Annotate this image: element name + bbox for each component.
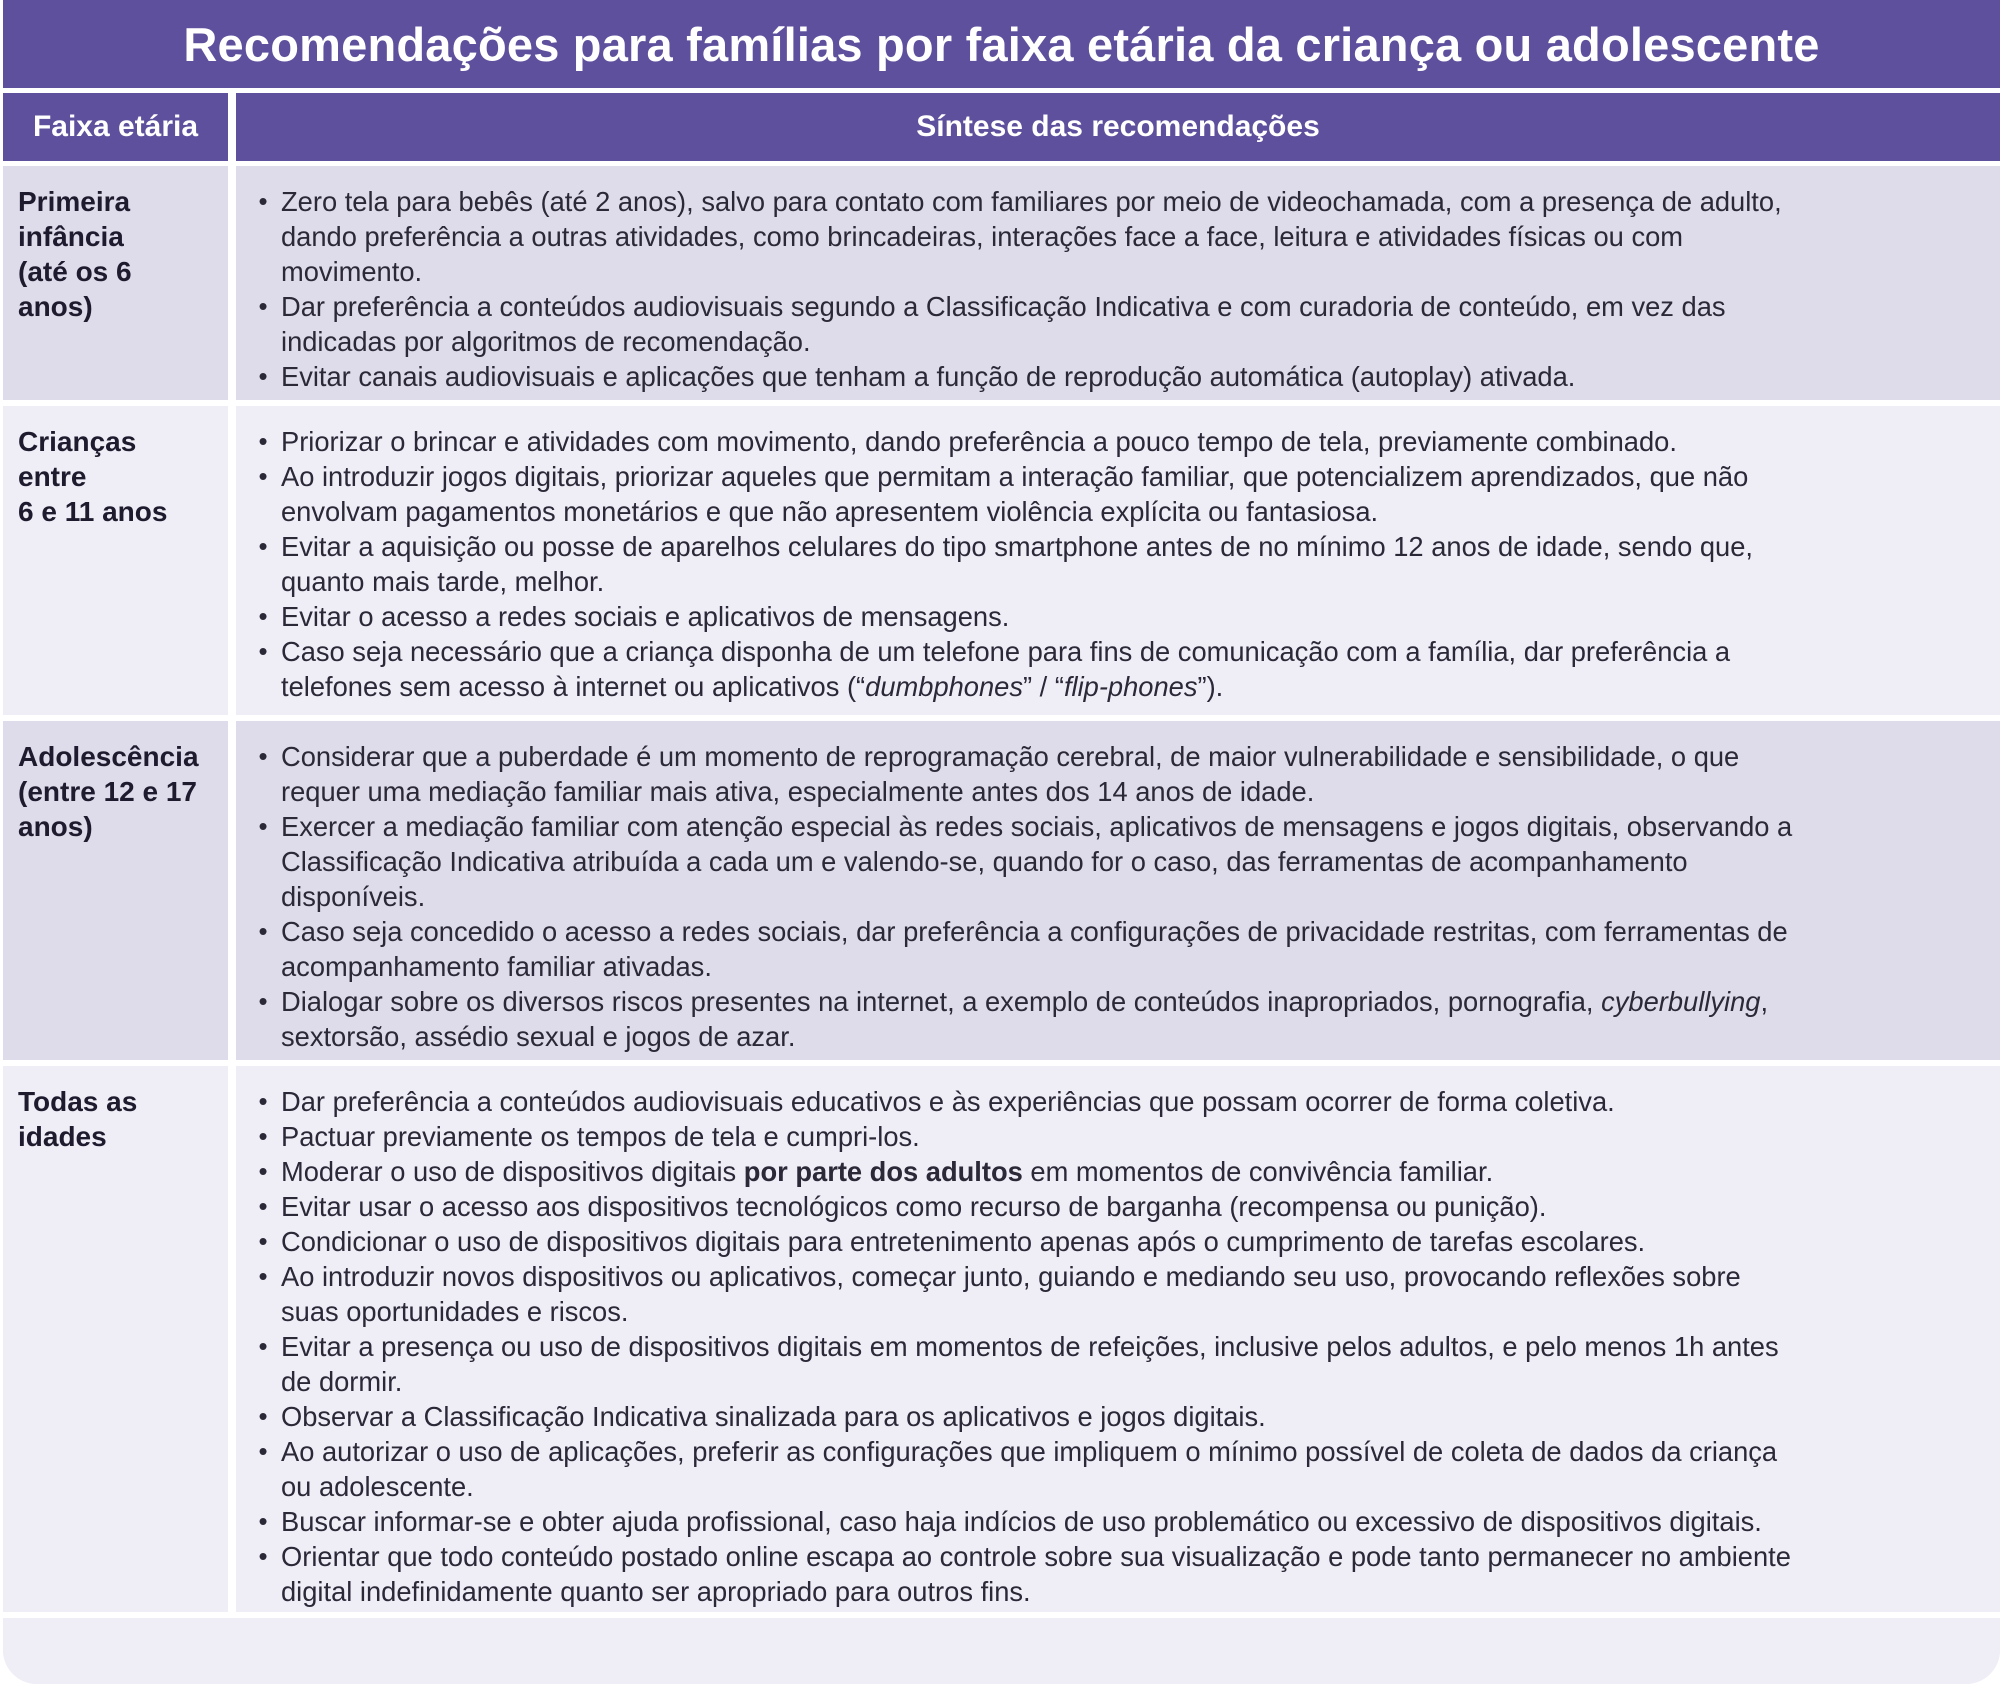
bullet-icon: •	[258, 1156, 268, 1186]
recommendation-text-line: de dormir.	[281, 1366, 403, 1397]
recommendation-item	[249, 184, 1984, 289]
recommendation-text-line: telefones sem acesso à internet ou aplicativos (“dumbphones” / “flip-phones”).	[281, 671, 1224, 702]
age-range-label-line: idades	[18, 1121, 107, 1152]
age-cell	[3, 721, 228, 1060]
recommendation-item	[249, 1154, 1984, 1189]
recommendation-item	[249, 1434, 1984, 1504]
age-range-label-line: Primeira	[18, 186, 131, 217]
bullet-icon: •	[258, 986, 268, 1016]
bullet-icon: •	[258, 531, 268, 561]
age-range-label-line: (entre 12 e 17	[18, 776, 197, 807]
bullet-icon: •	[258, 1401, 268, 1431]
recommendation-text-line: Ao autorizar o uso de aplicações, preferir as configurações que impliquem o mínimo possível de coleta de dados da criança	[281, 1436, 1778, 1467]
recommendation-text-line: Exercer a mediação familiar com atenção especial às redes sociais, aplicativos de mensagens e jogos digitais, observando a	[281, 811, 1793, 842]
recommendation-text-line: Dar preferência a conteúdos audiovisuais educativos e às experiências que possam ocorrer de forma coletiva.	[281, 1086, 1615, 1117]
recommendation-text-line: Evitar o acesso a redes sociais e aplicativos de mensagens.	[281, 601, 1010, 632]
recommendation-item	[249, 424, 1984, 459]
bullet-icon: •	[258, 1506, 268, 1536]
bullet-icon: •	[258, 186, 268, 216]
recommendation-text-line: Zero tela para bebês (até 2 anos), salvo para contato com familiares por meio de videochamada, com a presença de adulto,	[281, 186, 1782, 217]
recommendation-text-line: Moderar o uso de dispositivos digitais por parte dos adultos em momentos de convivência familiar.	[281, 1156, 1494, 1187]
age-cell	[3, 406, 228, 715]
recommendation-text-line: Pactuar previamente os tempos de tela e cumpri-los.	[281, 1121, 920, 1152]
column-divider	[228, 93, 236, 1612]
recommendation-text-line: indicadas por algoritmos de recomendação.	[281, 326, 811, 357]
recommendations-table	[3, 0, 2000, 1684]
recommendation-text-line: Considerar que a puberdade é um momento de reprogramação cerebral, de maior vulnerabilidade e sensibilidade, o que	[281, 741, 1740, 772]
age-range-label-line: Adolescência	[18, 741, 199, 772]
recommendation-item	[249, 634, 1984, 704]
age-range-label-line: anos)	[18, 291, 93, 322]
summary-cell	[236, 1066, 2000, 1612]
table-title: Recomendações para famílias por faixa etária da criança ou adolescente	[3, 0, 2000, 88]
recommendation-item	[249, 1224, 1984, 1259]
bullet-icon: •	[258, 1191, 268, 1221]
recommendation-item	[249, 1329, 1984, 1399]
recommendation-text-line: digital indefinidamente quanto ser apropriado para outros fins.	[281, 1576, 1031, 1607]
age-range-label-line: Crianças	[18, 426, 137, 457]
recommendation-text-line: sextorsão, assédio sexual e jogos de azar.	[281, 1021, 796, 1052]
recommendation-item	[249, 359, 1984, 394]
summary-cell	[236, 721, 2000, 1060]
bullet-icon: •	[258, 916, 268, 946]
recommendation-item	[249, 1119, 1984, 1154]
recommendation-item	[249, 1399, 1984, 1434]
recommendation-text-line: suas oportunidades e riscos.	[281, 1296, 629, 1327]
recommendation-item	[249, 739, 1984, 809]
table-row-early-childhood	[3, 166, 2000, 400]
bullet-icon: •	[258, 291, 268, 321]
recommendation-text-line: Evitar usar o acesso aos dispositivos tecnológicos como recurso de barganha (recompensa ou punição).	[281, 1191, 1547, 1222]
bullet-icon: •	[258, 426, 268, 456]
recommendation-item	[249, 1504, 1984, 1539]
divider	[3, 88, 2000, 93]
age-range-label-line: anos)	[18, 811, 93, 842]
bullet-icon: •	[258, 361, 268, 391]
age-range-label-line: entre	[18, 461, 87, 492]
recommendation-text-line: Evitar a aquisição ou posse de aparelhos celulares do tipo smartphone antes de no mínimo 12 anos de idade, sendo que,	[281, 531, 1753, 562]
recommendation-item	[249, 529, 1984, 599]
recommendation-text-line: Priorizar o brincar e atividades com movimento, dando preferência a pouco tempo de tela, previamente combinado.	[281, 426, 1677, 457]
bullet-icon: •	[258, 601, 268, 631]
table-row-adolescence	[3, 721, 2000, 1060]
recommendation-text-line: envolvam pagamentos monetários e que não apresentem violência explícita ou fantasiosa.	[281, 496, 1379, 527]
recommendation-item	[249, 1189, 1984, 1224]
header-age-range: Faixa etária	[3, 93, 228, 161]
recommendation-text-line: Evitar a presença ou uso de dispositivos digitais em momentos de refeições, inclusive pelos adultos, e pelo menos 1h antes	[281, 1331, 1779, 1362]
recommendation-item	[249, 809, 1984, 914]
bullet-icon: •	[258, 1086, 268, 1116]
table-row-children-6-11	[3, 406, 2000, 715]
recommendation-text-line: Condicionar o uso de dispositivos digitais para entretenimento apenas após o cumprimento de tarefas escolares.	[281, 1226, 1646, 1257]
recommendation-text-line: Orientar que todo conteúdo postado online escapa ao controle sobre sua visualização e pode tanto permanecer no ambiente	[281, 1541, 1791, 1572]
recommendation-text-line: Dar preferência a conteúdos audiovisuais segundo a Classificação Indicativa e com curadoria de conteúdo, em vez das	[281, 291, 1726, 322]
summary-cell	[236, 406, 2000, 715]
recommendation-text-line: requer uma mediação familiar mais ativa, especialmente antes dos 14 anos de idade.	[281, 776, 1315, 807]
age-cell	[3, 1066, 228, 1612]
recommendation-text-line: Observar a Classificação Indicativa sinalizada para os aplicativos e jogos digitais.	[281, 1401, 1266, 1432]
age-range-label-line: infância	[18, 221, 124, 252]
recommendation-item	[249, 599, 1984, 634]
bullet-icon: •	[258, 1436, 268, 1466]
age-range-label-line: 6 e 11 anos	[18, 496, 168, 527]
recommendation-text-line: ou adolescente.	[281, 1471, 474, 1502]
recommendation-text-line: Dialogar sobre os diversos riscos presentes na internet, a exemplo de conteúdos inapropriados, pornografia, cyberbullying,	[281, 986, 1769, 1017]
age-range-label-line: Todas as	[18, 1086, 138, 1117]
recommendation-item	[249, 1539, 1984, 1609]
bullet-icon: •	[258, 461, 268, 491]
recommendation-text-line: Ao introduzir novos dispositivos ou aplicativos, começar junto, guiando e mediando seu uso, provocando reflexões sobre	[281, 1261, 1741, 1292]
age-cell	[3, 166, 228, 400]
table-footer-strip	[3, 1618, 2000, 1684]
recommendation-text-line: Ao introduzir jogos digitais, priorizar aqueles que permitam a interação familiar, que potencializem aprendizados, que não	[281, 461, 1749, 492]
header-summary: Síntese das recomendações	[236, 93, 2000, 161]
bullet-icon: •	[258, 1121, 268, 1151]
recommendation-text-line: disponíveis.	[281, 881, 426, 912]
bullet-icon: •	[258, 1261, 268, 1291]
recommendation-item	[249, 914, 1984, 984]
bullet-icon: •	[258, 811, 268, 841]
bullet-icon: •	[258, 1226, 268, 1256]
recommendation-text-line: Evitar canais audiovisuais e aplicações que tenham a função de reprodução automática (autoplay) ativada.	[281, 361, 1576, 392]
recommendation-item	[249, 459, 1984, 529]
summary-cell	[236, 166, 2000, 400]
recommendation-item	[249, 1084, 1984, 1119]
divider	[3, 161, 2000, 166]
age-range-label-line: (até os 6	[18, 256, 132, 287]
divider	[3, 1060, 2000, 1066]
table-row-all-ages	[3, 1066, 2000, 1612]
recommendation-item	[249, 1259, 1984, 1329]
divider	[3, 715, 2000, 721]
recommendation-text-line: acompanhamento familiar ativadas.	[281, 951, 712, 982]
divider	[3, 400, 2000, 406]
recommendation-text-line: Caso seja concedido o acesso a redes sociais, dar preferência a configurações de privacidade restritas, com ferramentas de	[281, 916, 1788, 947]
recommendation-item	[249, 289, 1984, 359]
bullet-icon: •	[258, 1541, 268, 1571]
recommendation-item	[249, 984, 1984, 1054]
recommendation-text-line: quanto mais tarde, melhor.	[281, 566, 605, 597]
bullet-icon: •	[258, 636, 268, 666]
bullet-icon: •	[258, 1331, 268, 1361]
recommendation-text-line: Classificação Indicativa atribuída a cada um e valendo-se, quando for o caso, das ferramentas de acompanhamento	[281, 846, 1688, 877]
recommendation-text-line: Caso seja necessário que a criança disponha de um telefone para fins de comunicação com a família, dar preferência a	[281, 636, 1731, 667]
bullet-icon: •	[258, 741, 268, 771]
recommendation-text-line: Buscar informar-se e obter ajuda profissional, caso haja indícios de uso problemático ou excessivo de dispositivos digitais.	[281, 1506, 1762, 1537]
recommendation-text-line: dando preferência a outras atividades, como brincadeiras, interações face a face, leitura e atividades físicas ou com	[281, 221, 1684, 252]
recommendation-text-line: movimento.	[281, 256, 423, 287]
